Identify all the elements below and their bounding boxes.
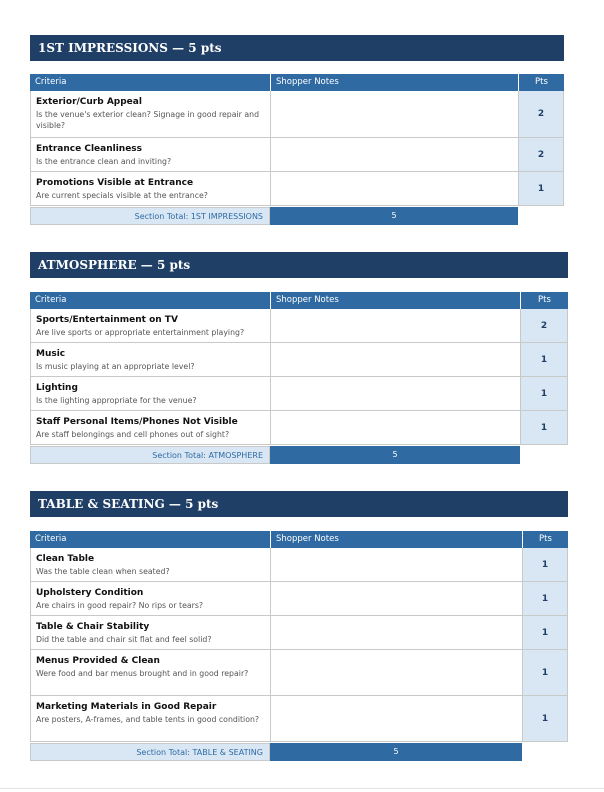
section-total-row [30,207,518,225]
shopper-notes-field[interactable] [270,172,518,205]
criteria-cell [30,91,270,137]
criteria-cell [30,377,270,410]
criteria-description: Were food and bar menus brought and in good repair? [36,669,249,678]
table-row [30,548,568,582]
criteria-title: Clean Table [36,554,95,564]
points-value: 1 [520,343,568,376]
criteria-description: Are live sports or appropriate entertainment playing? [36,328,245,337]
table-row [30,138,564,172]
column-header-pts: Pts [520,292,568,309]
criteria-description: Are chairs in good repair? No rips or tears? [36,601,204,610]
criteria-title: Lighting [36,383,78,393]
criteria-description: Was the table clean when seated? [36,567,170,576]
criteria-description: Is the venue's exterior clean? Signage in good repair and visible? [36,110,260,130]
criteria-title: Upholstery Condition [36,588,144,598]
criteria-description: Are staff belongings and cell phones out of sight? [36,430,230,439]
table-row [30,309,568,343]
criteria-title: Menus Provided & Clean [36,656,160,666]
shopper-notes-field[interactable] [270,650,522,695]
points-value: 1 [522,650,568,695]
section-total-label: Section Total: 1ST IMPRESSIONS [30,207,270,225]
criteria-description: Is the lighting appropriate for the venue? [36,396,197,405]
points-value: 1 [522,548,568,581]
criteria-cell [30,616,270,649]
criteria-title: Promotions Visible at Entrance [36,178,194,188]
shopper-notes-field[interactable] [270,696,522,741]
points-value: 1 [522,616,568,649]
shopper-notes-field[interactable] [270,91,518,137]
section-banner: ATMOSPHERE — 5 pts [30,252,568,278]
criteria-title: Exterior/Curb Appeal [36,97,142,107]
table-row [30,343,568,377]
criteria-description: Is music playing at an appropriate level? [36,362,195,371]
table-row [30,377,568,411]
criteria-cell [30,343,270,376]
section-banner: 1ST IMPRESSIONS — 5 pts [30,35,564,61]
shopper-notes-field[interactable] [270,309,520,342]
criteria-description: Are current specials visible at the entrance? [36,191,208,200]
points-value: 2 [518,91,564,137]
table-row [30,616,568,650]
section-total-row [30,743,522,761]
table-row [30,582,568,616]
column-header-shopper-notes: Shopper Notes [270,292,520,309]
criteria-title: Staff Personal Items/Phones Not Visible [36,417,238,427]
section-total-value: 5 [270,743,522,761]
section-total-label: Section Total: TABLE & SEATING [30,743,270,761]
criteria-description: Are posters, A-frames, and table tents in good condition? [36,715,260,724]
criteria-cell [30,411,270,444]
points-value: 1 [520,377,568,410]
points-value: 1 [520,411,568,444]
shopper-notes-field[interactable] [270,138,518,171]
points-value: 1 [518,172,564,205]
section-banner: TABLE & SEATING — 5 pts [30,491,568,517]
table-row [30,172,564,206]
table-row [30,91,564,138]
criteria-title: Music [36,349,66,359]
table-row [30,411,568,445]
points-value: 1 [522,696,568,741]
page-bottom-divider [0,788,604,789]
table-row [30,650,568,696]
criteria-cell [30,172,270,205]
column-header-criteria: Criteria [30,531,270,548]
criteria-cell [30,309,270,342]
column-header-criteria: Criteria [30,292,270,309]
criteria-cell [30,548,270,581]
column-header-pts: Pts [518,74,564,91]
section-total-value: 5 [270,446,520,464]
criteria-cell [30,650,270,695]
table-row [30,696,568,742]
criteria-title: Entrance Cleanliness [36,144,143,154]
column-header-pts: Pts [522,531,568,548]
points-value: 1 [522,582,568,615]
criteria-cell [30,138,270,171]
column-header-shopper-notes: Shopper Notes [270,74,518,91]
section-total-label: Section Total: ATMOSPHERE [30,446,270,464]
points-value: 2 [520,309,568,342]
criteria-title: Sports/Entertainment on TV [36,315,178,325]
shopper-notes-field[interactable] [270,343,520,376]
criteria-cell [30,582,270,615]
criteria-title: Marketing Materials in Good Repair [36,702,217,712]
criteria-description: Is the entrance clean and inviting? [36,157,172,166]
column-header-criteria: Criteria [30,74,270,91]
shopper-notes-field[interactable] [270,377,520,410]
column-header-shopper-notes: Shopper Notes [270,531,522,548]
shopper-notes-field[interactable] [270,582,522,615]
criteria-title: Table & Chair Stability [36,622,150,632]
points-value: 2 [518,138,564,171]
section-total-value: 5 [270,207,518,225]
criteria-description: Did the table and chair sit flat and feel solid? [36,635,212,644]
shopper-notes-field[interactable] [270,411,520,444]
shopper-notes-field[interactable] [270,616,522,649]
shopper-notes-field[interactable] [270,548,522,581]
section-total-row [30,446,520,464]
criteria-cell [30,696,270,741]
